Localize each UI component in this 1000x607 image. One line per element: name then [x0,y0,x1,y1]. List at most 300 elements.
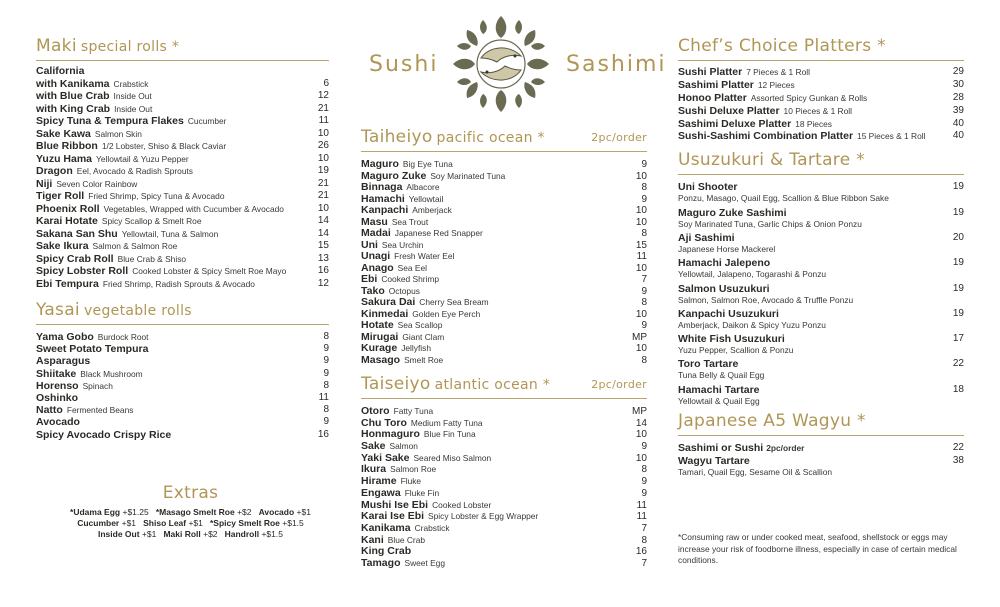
item-description: Yellowtail, Tuna & Salmon [121,228,219,239]
item-price: 9 [323,343,329,355]
menu-item [36,343,329,355]
item-description: Fluke [400,476,422,487]
item-name: Sakura Dai [361,296,416,308]
item-description: Salmon [389,441,418,452]
menu-item [678,283,964,308]
item-name: Kani [361,533,384,546]
menu-item [361,309,647,321]
item-name: Hotate [361,319,394,331]
item-price: 21 [317,177,329,189]
item-price: 30 [952,78,964,90]
maki-list [36,65,329,290]
extra-name: *Spicy Smelt Roe [209,517,280,528]
item-name: Wagyu Tartare [678,455,750,468]
item-price: 16 [317,265,329,276]
item-name: Yaki Sake [361,451,410,464]
item-description: Tuna Belly & Quail Egg [678,370,765,381]
item-description: Spinach [82,380,113,391]
item-name: with King Crab [36,102,111,115]
extra-name: Handroll [224,528,260,539]
item-price: 18 [952,383,964,395]
item-price: 10 [635,205,647,216]
menu-item [36,416,329,428]
extra-price: +$1.25 [120,506,156,517]
item-name: Kinmedai [361,307,409,320]
item-name: Tamago [361,556,401,569]
item-description: Amberjack, Daikon & Spicy Yuzu Ponzu [678,319,826,330]
item-description: Smelt Roe [404,354,444,365]
extra-price: +$2 [234,506,259,517]
item-price: 29 [952,66,964,77]
menu-item [678,207,964,232]
item-price: 9 [323,416,329,428]
item-name: Kanikama [361,521,411,534]
extras-title: Extras [162,482,219,503]
menu-item [36,392,329,404]
item-name: Otoro [361,405,390,417]
item-name: Sashimi Platter [678,78,754,91]
item-description: Sweet Egg [404,557,445,568]
item-price: 12 [317,90,329,101]
item-name: Tako [361,284,385,297]
item-name: Sake [361,440,386,453]
item-name: White Fish Usuzukuri [678,333,785,346]
item-description: Salmon Skin [94,128,142,139]
item-name: Avocado [36,416,80,429]
item-name: Asparagus [36,355,91,368]
menu-item [361,171,647,183]
item-name: Karai Hotate [36,215,98,227]
item-description: Seared Miso Salmon [413,452,492,463]
menu-item [361,251,647,263]
extras-line [52,518,329,529]
extras-line [52,529,329,540]
menu-item [36,90,329,103]
menu-item [678,308,964,333]
menu-item [678,358,964,383]
menu-item [36,380,329,392]
item-description: Blue Crab [387,534,426,545]
item-price: 10 [635,308,647,320]
taiseiyo-title: Taiseiyo atlantic ocean * 2pc/order [361,374,647,394]
item-price: 11 [636,499,647,511]
item-description: Yellowtail & Quail Egg [678,395,760,406]
menu-item [36,190,329,203]
item-name: Mushi Ise Ebi [361,498,429,511]
item-price: 10 [635,429,647,441]
menu-item [361,332,647,344]
item-name: Sashimi or Sushi 2pc/order [678,442,805,455]
item-description: Big Eye Tuna [402,159,453,169]
item-price: 7 [641,557,647,569]
item-name: with Blue Crab [36,90,110,102]
yasai-list [36,331,329,441]
item-description: Cooked Shrimp [381,274,440,284]
item-name: Chu Toro [361,416,407,429]
item-description: Salmon, Salmon Roe, Avocado & Truffle Ponzu [678,294,854,305]
item-name: Tiger Roll [36,190,85,202]
item-description: 12 Pieces [757,79,795,90]
item-name: Masu [361,215,388,228]
left-column [36,36,329,540]
menu-item [36,265,329,278]
item-description: Crabstick [414,522,450,533]
menu-item [36,429,329,441]
menu-item [678,130,964,143]
extra-name: Inside Out [98,528,140,539]
extra-price: +$1 [119,517,144,528]
taiseiyo-section [361,374,647,570]
item-name: Engawa [361,486,401,499]
menu-item [361,263,647,275]
extra-price: +$1 [186,517,210,528]
item-price: 22 [952,358,964,370]
menu-item [678,66,964,79]
item-price: 9 [323,355,329,367]
menu-item [361,355,647,367]
item-description: Yellowtail & Yuzu Pepper [96,153,189,164]
item-description: Giant Clam [402,331,445,342]
item-name: California [36,65,85,77]
menu-item [678,118,964,131]
item-name: Blue Ribbon [36,140,98,152]
menu-item [36,215,329,228]
item-price: 6 [323,77,329,89]
item-price: 14 [635,417,647,429]
item-price: 16 [635,546,647,558]
menu-item [36,355,329,367]
item-price: 8 [641,228,647,239]
item-price: 8 [641,297,647,308]
item-name: Spicy Avocado Crispy Rice [36,428,172,441]
item-price: 10 [635,343,647,354]
item-description: Medium Fatty Tuna [410,417,483,428]
item-description: Seven Color Rainbow [56,178,138,189]
menu-item [36,278,329,291]
item-description: Ponzu, Masago, Quail Egg, Scallion & Blue Ribbon Sake [678,193,889,204]
item-price: 15 [635,239,647,251]
menu-item [36,240,329,253]
divider [36,324,329,325]
item-price: MP [632,331,647,343]
per-order-label: 2pc/order [591,378,647,391]
item-price: 10 [635,262,647,274]
menu-item [36,203,329,216]
item-price: 9 [641,476,647,488]
divider [361,398,647,399]
item-name: Hamachi Jalepeno [678,257,771,270]
menu-item [361,523,647,535]
item-price: 8 [641,182,647,193]
item-name: Maguro Zuke [361,169,427,182]
item-price: 17 [952,333,964,345]
item-name: Sake Kawa [36,127,91,140]
item-description: Fried Shrimp, Radish Sprouts & Avocado [102,278,255,289]
item-description: Cherry Sea Bream [419,297,489,307]
taiheiyo-list [361,159,647,366]
item-description: Fresh Water Eel [394,251,455,261]
item-name: with Kanikama [36,77,110,90]
item-description: 1/2 Lobster, Shiso & Black Caviar [101,141,227,151]
item-name: Binnaga [361,181,403,193]
logo-emblem [449,12,553,116]
item-name: Niji [36,177,53,190]
menu-item [36,128,329,141]
item-name: Anago [361,261,394,274]
item-description: Jellyfish [401,343,431,353]
item-name: Honmaguro [361,428,420,441]
item-description: Fatty Tuna [393,406,434,416]
item-name: Horenso [36,379,79,392]
item-name: Spicy Crab Roll [36,252,114,265]
extra-name: *Udama Egg [70,506,121,517]
item-price: 26 [317,140,329,151]
extras-line [52,507,329,518]
extra-price: +$1.5 [259,528,283,539]
item-name: Spicy Tuna & Tempura Flakes [36,115,184,127]
item-name: Aji Sashimi [678,231,735,244]
item-price: 8 [641,534,647,546]
item-price: 9 [641,285,647,297]
item-price: 13 [317,252,329,264]
item-description: Assorted Spicy Gunkan & Rolls [750,92,868,103]
item-description: Eel, Avocado & Radish Sprouts [76,166,193,176]
item-description: Soy Marinated Tuna [430,170,506,181]
item-price: 40 [952,130,964,142]
yasai-section [36,300,329,441]
item-description: Sea Trout [391,216,429,227]
item-price: 14 [317,227,329,239]
item-description: Cooked Lobster & Spicy Smelt Roe Mayo [132,266,287,276]
extra-name: Cucumber [77,517,120,528]
logo-left-word: Sushi [369,52,439,77]
menu-item [361,274,647,286]
item-description: 7 Pieces & 1 Roll [746,67,810,77]
item-name: Salmon Usuzukuri [678,282,770,295]
item-name: King Crab [361,545,412,558]
item-name: Madai [361,227,391,239]
menu-item [678,105,964,118]
menu-item [678,384,964,409]
item-price: 10 [635,170,647,182]
item-price: 19 [952,307,964,319]
extra-name: Avocado [258,506,295,517]
item-price: 10 [635,452,647,464]
item-description: Blue Crab & Shiso [117,253,187,264]
item-name: Karai Ise Ebi [361,510,425,523]
extra-name: *Masago Smelt Roe [155,506,235,517]
item-price: 8 [641,354,647,366]
item-description: Yellowtail [408,193,444,204]
item-description: Albacore [406,182,440,192]
item-description: Yellowtail, Jalapeno, Togarashi & Ponzu [678,269,827,280]
menu-item [678,232,964,257]
disclaimer: *Consuming raw or under cooked meat, seafood, shellstock or eggs may increase your risk of foodborne illness, especially in case of certain medical conditions. [678,532,957,566]
item-price: 39 [952,104,964,116]
item-name: Sushi Deluxe Platter [678,104,780,117]
item-description: Black Mushroom [80,368,143,379]
extras-section [36,483,329,540]
item-price: 21 [317,102,329,114]
item-description: Japanese Horse Mackerel [678,243,776,254]
item-price: 8 [323,379,329,391]
item-name: Uni [361,238,378,251]
item-price: 19 [952,257,964,269]
item-name: Yuzu Hama [36,152,93,165]
menu-item [36,65,329,78]
extra-name: Shiso Leaf [143,517,187,528]
item-price: 14 [317,215,329,226]
item-price: 9 [641,487,647,499]
item-name: Natto [36,404,63,417]
menu-item [361,205,647,217]
item-description: Soy Marinated Tuna, Garlic Chips & Onion Ponzu [678,218,862,229]
item-description: Blue Fin Tuna [423,429,476,440]
wagyu-title: Japanese A5 Wagyu * [678,411,866,432]
divider [361,151,647,152]
taiheiyo-title: Taiheiyo pacific ocean * 2pc/order [361,127,647,147]
item-description: Vegetables, Wrapped with Cucumber & Avocado [103,203,284,214]
extra-price: +$1 [139,528,164,539]
item-description: Fermented Beans [66,405,134,416]
item-price: 7 [641,522,647,534]
extra-price: +$2 [200,528,225,539]
menu-item [361,228,647,240]
item-name: Uni Shooter [678,181,738,194]
taiheiyo-section [361,127,647,366]
item-price: 15 [317,240,329,251]
menu-item [678,79,964,92]
item-price: 8 [323,331,329,342]
menu-item [36,404,329,416]
yasai-title: Yasai vegetable rolls [36,300,192,320]
menu-item [36,228,329,241]
per-order-label: 2pc/order [591,131,647,144]
menu-item [678,257,964,282]
item-description: Crabstick [113,78,149,89]
menu-item [361,453,647,465]
item-description: Yuzu Pepper, Scallion & Ponzu [678,345,794,356]
item-description: Spicy Lobster & Egg Wrapper [428,511,539,522]
usuzukuri-title: Usuzukuri & Tartare * [678,150,865,171]
item-price: 22 [952,442,964,454]
item-name: Oshinko [36,391,79,404]
item-price: 20 [952,231,964,243]
item-price: 9 [641,193,647,205]
item-name: Ebi [361,273,378,285]
menu-item [678,333,964,358]
item-description: Golden Eye Perch [412,308,481,319]
extra-price: +$1.5 [279,517,304,528]
item-price: 12 [317,277,329,289]
menu-item [361,320,647,332]
item-description: Inside Out [113,91,152,101]
wagyu-section [678,411,964,480]
menu-item [361,558,647,570]
item-description: Salmon Roe [390,464,437,475]
menu-item [361,217,647,229]
menu-item [36,331,329,343]
item-description: Octopus [388,285,420,296]
item-name: Sake Ikura [36,240,89,252]
item-note: 2pc/order [766,443,805,454]
item-name: Sakana San Shu [36,227,118,240]
item-price: 9 [641,159,647,170]
item-description: Fried Shrimp, Spicy Tuna & Avocado [88,191,225,201]
menu-item [36,253,329,266]
item-price: 40 [952,117,964,129]
menu-item [361,429,647,441]
maki-section [36,36,329,290]
item-name: Maguro Zuke Sashimi [678,206,787,219]
item-name: Sweet Potato Tempura [36,343,149,356]
item-description: Cooked Lobster [432,499,492,510]
divider [678,435,964,436]
logo-right-word: Sashimi [566,52,667,77]
item-name: Masago [361,353,401,366]
item-name: Hirame [361,475,397,488]
item-price: 19 [952,181,964,193]
item-description: Sea Urchin [381,239,424,250]
item-price: 11 [636,511,647,523]
maki-title: Maki special rolls * [36,36,180,56]
item-name: Hamachi [361,192,405,205]
item-description: Sea Scallop [397,320,443,330]
menu-item [361,476,647,488]
item-name: Sashimi Deluxe Platter [678,117,792,130]
menu-item [678,442,964,455]
right-column [678,36,964,567]
item-price: 10 [317,152,329,164]
divider [678,60,964,61]
item-price: 11 [318,115,329,126]
item-name: Yama Gobo [36,331,94,343]
item-price: 16 [317,428,329,440]
item-description: Spicy Scallop & Smelt Roe [101,216,202,226]
item-price: 28 [952,91,964,103]
item-name: Mirugai [361,330,399,343]
divider [678,174,964,175]
menu-item [678,455,964,480]
item-name: Kurage [361,342,398,354]
menu-item [678,181,964,206]
menu-item [36,165,329,178]
platters-title: Chef’s Choice Platters * [678,36,886,56]
item-description: Inside Out [114,103,153,114]
menu-item [36,78,329,91]
menu-item [36,103,329,116]
item-name: Kanpachi Usuzukuri [678,307,779,320]
platters-section [678,36,964,143]
item-name: Honoo Platter [678,91,747,104]
item-description: Fluke Fin [404,487,440,498]
extra-name: Maki Roll [163,528,201,539]
item-description: Tamari, Quail Egg, Sesame Oil & Scallion [678,467,833,478]
item-description: Japanese Red Snapper [394,228,483,238]
item-name: Kanpachi [361,204,409,216]
item-name: Ebi Tempura [36,277,99,290]
menu-item [36,140,329,153]
item-name: Dragon [36,165,73,177]
menu-item [36,178,329,191]
item-price: 7 [641,274,647,285]
item-name: Hamachi Tartare [678,383,760,396]
item-description: Sea Eel [397,262,428,273]
item-price: 38 [952,455,964,467]
item-name: Sushi-Sashimi Combination Platter [678,130,854,143]
item-name: Phoenix Roll [36,202,100,215]
item-price: 8 [641,464,647,476]
